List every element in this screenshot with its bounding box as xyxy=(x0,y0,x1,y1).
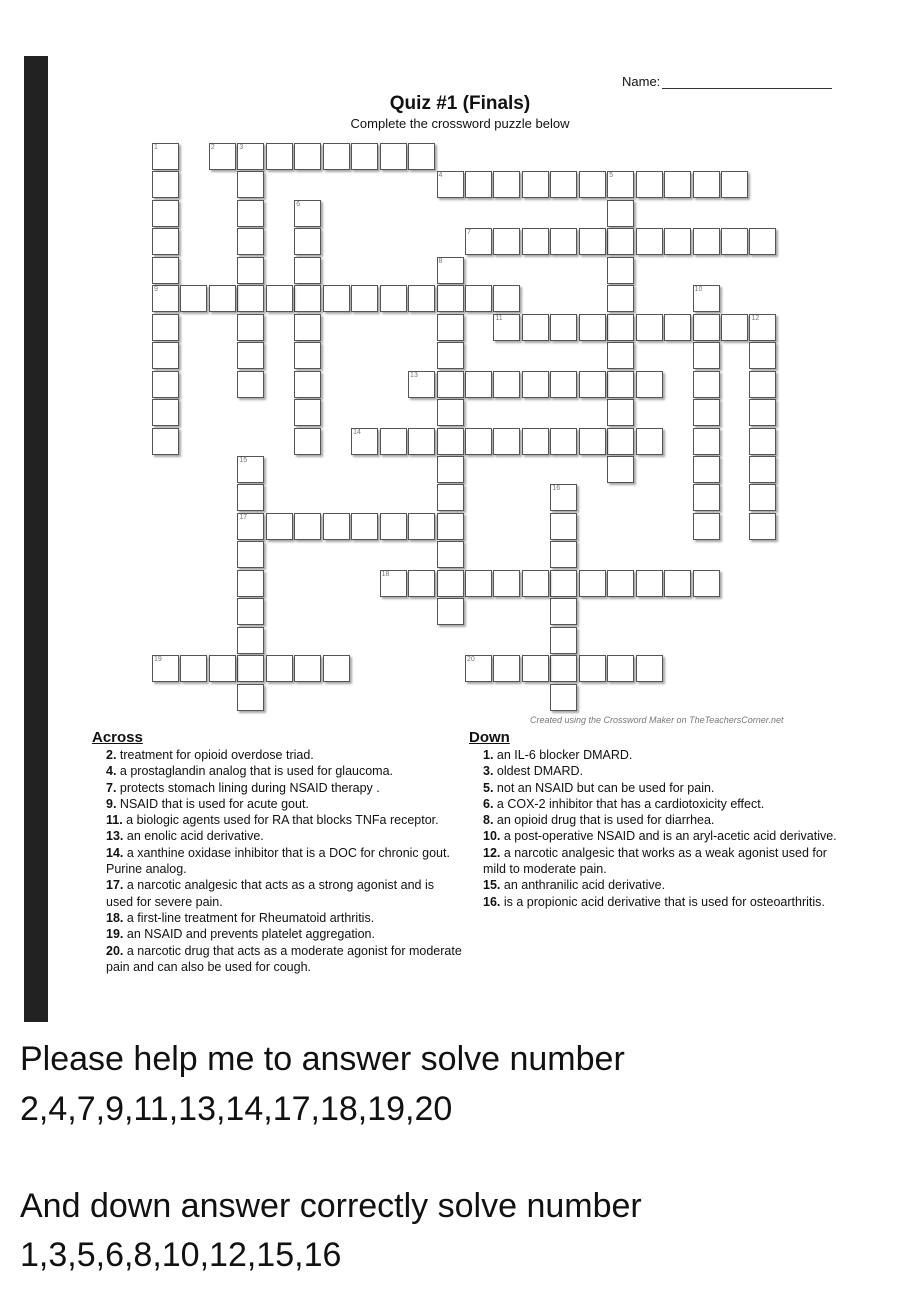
crossword-cell[interactable] xyxy=(437,428,464,455)
crossword-cell[interactable] xyxy=(237,228,264,255)
crossword-cell[interactable] xyxy=(607,200,634,227)
crossword-cell[interactable] xyxy=(693,342,720,369)
crossword-cell[interactable] xyxy=(294,371,321,398)
crossword-cell[interactable] xyxy=(550,598,577,625)
clue-number: 4. xyxy=(106,764,117,779)
crossword-cell[interactable] xyxy=(550,484,577,511)
crossword-cell[interactable] xyxy=(607,456,634,483)
crossword-cell[interactable] xyxy=(493,171,520,198)
crossword-cell[interactable] xyxy=(465,285,492,312)
crossword-cell[interactable] xyxy=(465,228,492,255)
crossword-cell[interactable] xyxy=(437,541,464,568)
clue-number: 18. xyxy=(106,910,124,925)
crossword-cell[interactable] xyxy=(749,456,776,483)
clue-number: 5. xyxy=(483,780,494,795)
crossword-cell[interactable] xyxy=(607,285,634,312)
across-clue xyxy=(106,747,462,763)
clue-text: an IL-6 blocker DMARD. xyxy=(493,748,633,762)
clue-text: treatment for opioid overdose triad. xyxy=(116,748,314,762)
crossword-cell[interactable] xyxy=(152,655,179,682)
across-clue xyxy=(106,763,462,779)
cell-clue-number: 7 xyxy=(466,229,471,237)
down-clue xyxy=(483,828,839,844)
crossword-cell[interactable] xyxy=(693,399,720,426)
crossword-cell[interactable] xyxy=(437,285,464,312)
clue-number: 17. xyxy=(106,878,124,893)
crossword-cell[interactable] xyxy=(437,456,464,483)
down-clue xyxy=(483,780,839,796)
clue-text: a first-line treatment for Rheumatoid arthritis. xyxy=(123,910,375,925)
down-clue xyxy=(483,877,839,893)
clue-number: 15. xyxy=(483,878,501,893)
crossword-cell[interactable] xyxy=(607,257,634,284)
crossword-cell[interactable] xyxy=(237,456,264,483)
crossword-cell[interactable] xyxy=(607,371,634,398)
crossword-cell[interactable] xyxy=(266,285,293,312)
across-clue xyxy=(106,796,462,812)
crossword-cell[interactable] xyxy=(693,228,720,255)
crossword-cell[interactable] xyxy=(522,314,549,341)
crossword-cell[interactable] xyxy=(294,428,321,455)
request-line-3: And down answer correctly solve number xyxy=(20,1187,642,1225)
clue-number: 3. xyxy=(483,764,494,779)
crossword-cell[interactable] xyxy=(294,655,321,682)
crossword-cell[interactable] xyxy=(152,342,179,369)
crossword-cell[interactable] xyxy=(437,513,464,540)
crossword-cell[interactable] xyxy=(636,371,663,398)
crossword-cell[interactable] xyxy=(294,143,321,170)
cell-clue-number: 14 xyxy=(353,428,361,436)
crossword-cell[interactable] xyxy=(294,285,321,312)
clue-text: an anthranilic acid derivative. xyxy=(500,878,666,893)
cell-clue-number: 17 xyxy=(239,513,248,521)
crossword-cell[interactable] xyxy=(408,513,435,540)
crossword-cell[interactable] xyxy=(636,655,663,682)
crossword-cell[interactable] xyxy=(465,570,492,597)
crossword-cell[interactable] xyxy=(522,655,549,682)
crossword-cell[interactable] xyxy=(237,627,264,654)
crossword-cell[interactable] xyxy=(323,285,350,312)
crossword-cell[interactable] xyxy=(693,371,720,398)
crossword-cell[interactable] xyxy=(237,285,264,312)
cell-clue-number: 16 xyxy=(552,485,561,493)
crossword-cell[interactable] xyxy=(550,171,577,198)
crossword-cell[interactable] xyxy=(437,484,464,511)
clue-number: 14. xyxy=(106,845,124,860)
crossword-cell[interactable] xyxy=(437,570,464,597)
crossword-cell[interactable] xyxy=(465,371,492,398)
clue-text: a biologic agents used for RA that blocks TNFa receptor. xyxy=(122,813,439,828)
crossword-cell[interactable] xyxy=(380,570,407,597)
crossword-cell[interactable] xyxy=(607,428,634,455)
cell-clue-number: 5 xyxy=(609,172,614,180)
crossword-cell[interactable] xyxy=(351,143,378,170)
crossword-cell[interactable] xyxy=(237,484,264,511)
crossword-cell[interactable] xyxy=(237,314,264,341)
crossword-cell[interactable] xyxy=(550,314,577,341)
crossword-cell[interactable] xyxy=(636,228,663,255)
crossword-cell[interactable] xyxy=(152,200,179,227)
crossword-cell[interactable] xyxy=(152,314,179,341)
crossword-cell[interactable] xyxy=(237,598,264,625)
crossword-cell[interactable] xyxy=(437,171,464,198)
crossword-cell[interactable] xyxy=(408,570,435,597)
clue-text: a xanthine oxidase inhibitor that is a DOC for chronic gout. Purine analog. xyxy=(106,845,450,877)
crossword-cell[interactable] xyxy=(351,513,378,540)
across-clue xyxy=(106,828,462,844)
across-clue-list xyxy=(106,747,462,975)
across-clue xyxy=(106,877,462,910)
crossword-cell[interactable] xyxy=(408,143,435,170)
crossword-cell[interactable] xyxy=(294,200,321,227)
crossword-cell[interactable] xyxy=(493,428,520,455)
cell-clue-number: 9 xyxy=(154,286,158,294)
crossword-cell[interactable] xyxy=(607,171,634,198)
cell-clue-number: 4 xyxy=(438,172,443,180)
crossword-cell[interactable] xyxy=(693,513,720,540)
cell-clue-number: 19 xyxy=(154,656,162,664)
clue-number: 10. xyxy=(483,829,501,844)
down-clue xyxy=(483,747,839,763)
crossword-cell[interactable] xyxy=(380,513,407,540)
crossword-cell[interactable] xyxy=(579,655,606,682)
request-line-4: 1,3,5,6,8,10,12,15,16 xyxy=(20,1236,342,1274)
request-line-2: 2,4,7,9,11,13,14,17,18,19,20 xyxy=(20,1090,453,1128)
down-clue xyxy=(483,796,839,812)
crossword-cell[interactable] xyxy=(579,171,606,198)
clue-text: an opioid drug that is used for diarrhea. xyxy=(493,813,715,828)
crossword-cell[interactable] xyxy=(323,143,350,170)
crossword-cell[interactable] xyxy=(323,655,350,682)
name-label: Name: xyxy=(622,74,661,89)
crossword-cell[interactable] xyxy=(550,684,577,711)
quiz-title: Quiz #1 (Finals) xyxy=(389,93,531,114)
crossword-cell[interactable] xyxy=(607,314,634,341)
across-clues xyxy=(92,729,462,975)
clue-text: is a propionic acid derivative that is used for osteoarthritis. xyxy=(500,894,825,909)
crossword-cell[interactable] xyxy=(550,627,577,654)
crossword-cell[interactable] xyxy=(550,428,577,455)
crossword-cell[interactable] xyxy=(579,428,606,455)
crossword-cell[interactable] xyxy=(749,371,776,398)
crossword-cell[interactable] xyxy=(693,570,720,597)
crossword-cell[interactable] xyxy=(437,399,464,426)
crossword-cell[interactable] xyxy=(437,371,464,398)
crossword-cell[interactable] xyxy=(749,228,776,255)
across-clue xyxy=(106,910,462,926)
crossword-cell[interactable] xyxy=(579,371,606,398)
crossword-cell[interactable] xyxy=(721,228,748,255)
cell-clue-number: 15 xyxy=(239,456,248,464)
crossword-cell[interactable] xyxy=(693,428,720,455)
crossword-cell[interactable] xyxy=(493,285,520,312)
crossword-cell[interactable] xyxy=(237,684,264,711)
crossword-cell[interactable] xyxy=(437,314,464,341)
crossword-cell[interactable] xyxy=(209,143,236,170)
crossword-cell[interactable] xyxy=(465,171,492,198)
crossword-cell[interactable] xyxy=(693,285,720,312)
crossword-cell[interactable] xyxy=(550,541,577,568)
crossword-cell[interactable] xyxy=(607,570,634,597)
crossword-cell[interactable] xyxy=(408,371,435,398)
crossword-cell[interactable] xyxy=(437,342,464,369)
crossword-cell[interactable] xyxy=(237,200,264,227)
clue-text: NSAID that is used for acute gout. xyxy=(116,796,309,811)
crossword-cell[interactable] xyxy=(237,171,264,198)
across-clue xyxy=(106,845,462,878)
crossword-cell[interactable] xyxy=(664,314,691,341)
cell-clue-number: 10 xyxy=(694,286,703,294)
crossword-cell[interactable] xyxy=(152,171,179,198)
crossword-cell[interactable] xyxy=(749,428,776,455)
crossword-cell[interactable] xyxy=(323,513,350,540)
clue-number: 12. xyxy=(483,845,501,860)
clue-number: 6. xyxy=(483,796,494,811)
crossword-cell[interactable] xyxy=(294,228,321,255)
clue-number: 1. xyxy=(483,748,494,762)
crossword-cell[interactable] xyxy=(237,570,264,597)
crossword-cell[interactable] xyxy=(351,285,378,312)
clue-number: 13. xyxy=(106,829,124,844)
crossword-cell[interactable] xyxy=(693,314,720,341)
clue-number: 9. xyxy=(106,796,117,811)
clue-text: an NSAID and prevents platelet aggregation. xyxy=(123,927,375,942)
across-clue xyxy=(106,943,462,976)
across-clue xyxy=(106,812,462,828)
crossword-cell[interactable] xyxy=(664,228,691,255)
clue-number: 2. xyxy=(106,748,117,762)
clue-text: a prostaglandin analog that is used for glaucoma. xyxy=(116,764,394,779)
clue-number: 7. xyxy=(106,780,117,795)
crossword-cell[interactable] xyxy=(636,570,663,597)
across-heading: Across xyxy=(92,729,143,746)
crossword-cell[interactable] xyxy=(636,314,663,341)
crossword-cell[interactable] xyxy=(408,285,435,312)
cell-clue-number: 20 xyxy=(466,656,475,664)
crossword-cell[interactable] xyxy=(636,171,663,198)
crossword-cell[interactable] xyxy=(749,314,776,341)
crossword-cell[interactable] xyxy=(636,428,663,455)
crossword-cell[interactable] xyxy=(351,428,378,455)
cell-clue-number: 6 xyxy=(296,200,301,208)
crossword-cell[interactable] xyxy=(579,570,606,597)
down-clue xyxy=(483,845,839,878)
clue-number: 11. xyxy=(106,813,123,828)
clue-text: protects stomach lining during NSAID therapy . xyxy=(116,780,380,795)
crossword-cell[interactable] xyxy=(579,314,606,341)
crossword-cell[interactable] xyxy=(721,171,748,198)
cell-clue-number: 13 xyxy=(410,371,418,379)
clue-text: an enolic acid derivative. xyxy=(123,829,264,844)
crossword-cell[interactable] xyxy=(693,456,720,483)
crossword-cell[interactable] xyxy=(437,257,464,284)
crossword-cell[interactable] xyxy=(237,143,264,170)
credit-line: Created using the Crossword Maker on TheTeachersCorner.net xyxy=(530,715,784,725)
crossword-cell[interactable] xyxy=(522,570,549,597)
crossword-cell[interactable] xyxy=(522,428,549,455)
down-clues xyxy=(469,729,839,910)
crossword-cell[interactable] xyxy=(749,342,776,369)
clue-number: 16. xyxy=(483,894,501,909)
crossword-cell[interactable] xyxy=(180,655,207,682)
crossword-cell[interactable] xyxy=(152,228,179,255)
crossword-cell[interactable] xyxy=(237,513,264,540)
crossword-cell[interactable] xyxy=(493,314,520,341)
crossword-cell[interactable] xyxy=(209,655,236,682)
crossword-cell[interactable] xyxy=(237,342,264,369)
down-clue xyxy=(483,763,839,779)
crossword-cell[interactable] xyxy=(550,513,577,540)
clue-number: 19. xyxy=(106,927,124,942)
crossword-cell[interactable] xyxy=(180,285,207,312)
crossword-cell[interactable] xyxy=(607,228,634,255)
crossword-cell[interactable] xyxy=(749,399,776,426)
crossword-cell[interactable] xyxy=(294,513,321,540)
crossword-cell[interactable] xyxy=(664,171,691,198)
clue-number: 20. xyxy=(106,943,124,958)
crossword-cell[interactable] xyxy=(607,399,634,426)
cell-clue-number: 3 xyxy=(239,144,244,151)
crossword-cell[interactable] xyxy=(380,143,407,170)
crossword-cell[interactable] xyxy=(493,570,520,597)
crossword-cell[interactable] xyxy=(266,655,293,682)
crossword-cell[interactable] xyxy=(550,655,577,682)
crossword-cell[interactable] xyxy=(237,257,264,284)
crossword-cell[interactable] xyxy=(380,428,407,455)
crossword-cell[interactable] xyxy=(152,428,179,455)
clue-text: a COX-2 inhibitor that has a cardiotoxicity effect. xyxy=(493,796,765,811)
quiz-subtitle: Complete the crossword puzzle below xyxy=(350,116,570,131)
crossword-cell[interactable] xyxy=(749,484,776,511)
crossword-cell[interactable] xyxy=(266,513,293,540)
crossword-cell[interactable] xyxy=(607,655,634,682)
crossword-cell[interactable] xyxy=(152,399,179,426)
crossword-cell[interactable] xyxy=(294,314,321,341)
clue-text: a narcotic analgesic that works as a weak agonist used for mild to moderate pain. xyxy=(483,845,827,877)
crossword-cell[interactable] xyxy=(152,371,179,398)
cell-clue-number: 12 xyxy=(751,314,760,322)
crossword-cell[interactable] xyxy=(607,342,634,369)
crossword-cell[interactable] xyxy=(152,285,179,312)
cell-clue-number: 8 xyxy=(438,257,443,265)
crossword-cell[interactable] xyxy=(664,570,691,597)
crossword-cell[interactable] xyxy=(522,171,549,198)
down-heading: Down xyxy=(469,729,510,746)
crossword-cell[interactable] xyxy=(294,399,321,426)
crossword-cell[interactable] xyxy=(749,513,776,540)
crossword-cell[interactable] xyxy=(693,484,720,511)
crossword-cell[interactable] xyxy=(465,655,492,682)
crossword-cell[interactable] xyxy=(266,143,293,170)
down-clue xyxy=(483,812,839,828)
crossword-cell[interactable] xyxy=(493,371,520,398)
down-clue xyxy=(483,894,839,910)
crossword-cell[interactable] xyxy=(237,655,264,682)
clue-text: not an NSAID but can be used for pain. xyxy=(493,780,715,795)
crossword-cell[interactable] xyxy=(550,570,577,597)
crossword-cell[interactable] xyxy=(294,257,321,284)
crossword-cell[interactable] xyxy=(152,257,179,284)
clue-text: a narcotic drug that acts as a moderate agonist for moderate pain and can also be used for cough. xyxy=(106,943,462,974)
clue-number: 8. xyxy=(483,813,494,828)
cell-clue-number: 1 xyxy=(154,144,158,151)
crossword-cell[interactable] xyxy=(465,428,492,455)
crossword-cell[interactable] xyxy=(693,171,720,198)
down-clue-list xyxy=(483,747,839,910)
crossword-cell[interactable] xyxy=(493,228,520,255)
clue-text: a narcotic analgesic that acts as a strong agonist and is used for severe pain. xyxy=(106,878,434,909)
crossword-cell[interactable] xyxy=(294,342,321,369)
crossword-cell[interactable] xyxy=(522,228,549,255)
across-clue xyxy=(106,926,462,942)
cell-clue-number: 2 xyxy=(210,144,215,151)
crossword-cell[interactable] xyxy=(522,371,549,398)
crossword-cell[interactable] xyxy=(237,541,264,568)
request-line-1: Please help me to answer solve number xyxy=(20,1040,625,1078)
crossword-cell[interactable] xyxy=(237,371,264,398)
clue-text: a post-operative NSAID and is an aryl-acetic acid derivative. xyxy=(500,829,837,844)
crossword-cell[interactable] xyxy=(209,285,236,312)
across-clue xyxy=(106,780,462,796)
crossword-cell[interactable] xyxy=(550,371,577,398)
crossword-cell[interactable] xyxy=(152,143,179,170)
cell-clue-number: 11 xyxy=(495,314,503,322)
crossword-cell[interactable] xyxy=(437,598,464,625)
clue-text: oldest DMARD. xyxy=(493,764,584,779)
crossword-cell[interactable] xyxy=(550,228,577,255)
cell-clue-number: 18 xyxy=(381,570,390,578)
crossword-cell[interactable] xyxy=(579,228,606,255)
crossword-cell[interactable] xyxy=(408,428,435,455)
crossword-cell[interactable] xyxy=(721,314,748,341)
crossword-cell[interactable] xyxy=(493,655,520,682)
crossword-cell[interactable] xyxy=(380,285,407,312)
